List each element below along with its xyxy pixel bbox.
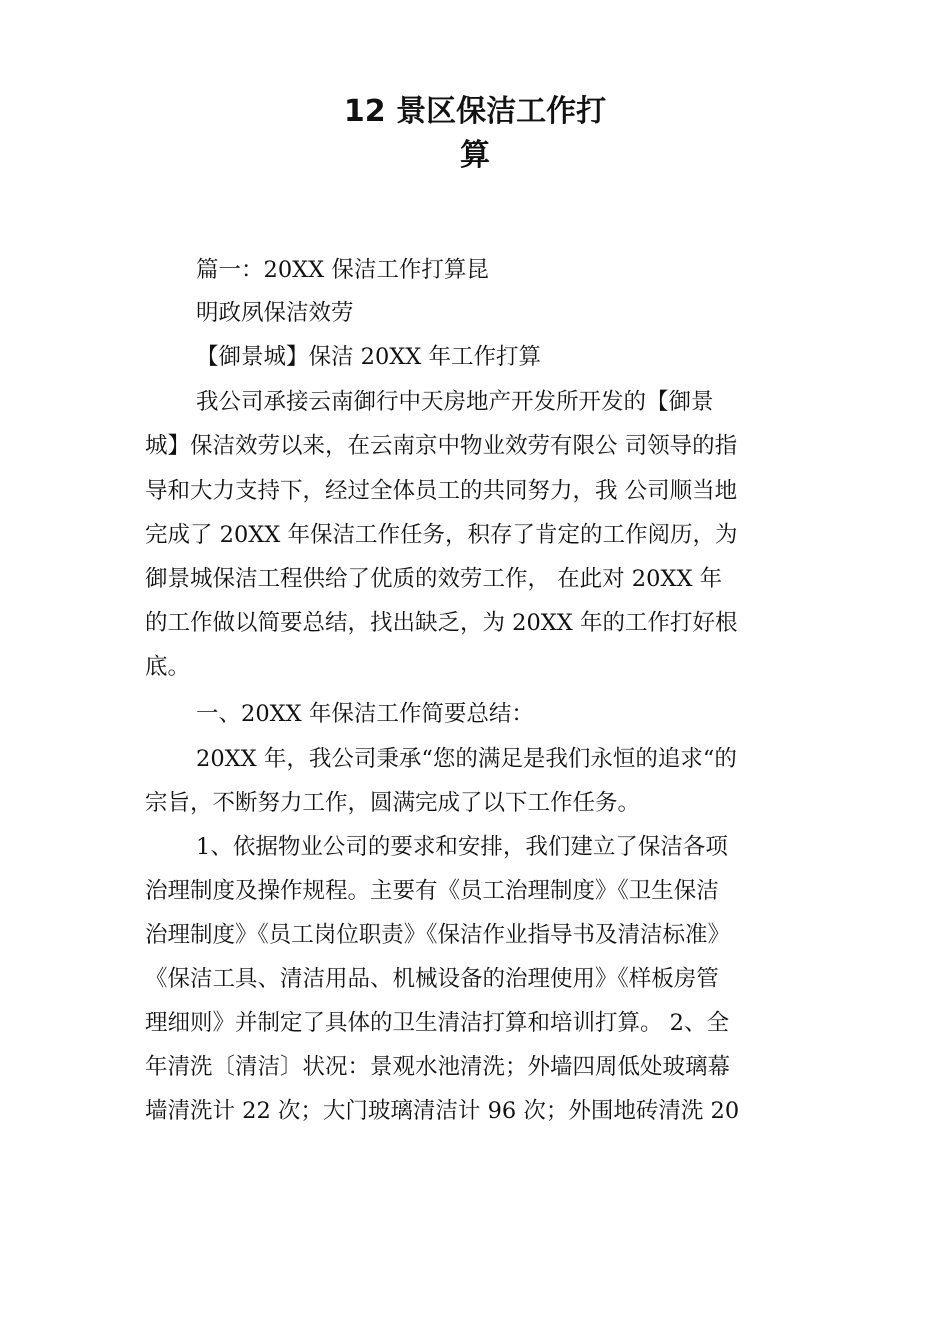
- body-line-10: 底。: [145, 654, 191, 680]
- body-line-20: 墙清洗计 22 次；大门玻璃清洁计 96 次；外围地砖清洗 20: [145, 1098, 740, 1124]
- document-title-line-1: 12 景区保洁工作打: [343, 94, 607, 129]
- body-line-3: 【御景城】保洁 20XX 年工作打算: [196, 344, 541, 370]
- body-line-19: 年清洗〔清洁〕状况：景观水池清洗；外墙四周低处玻璃幕: [145, 1054, 731, 1080]
- body-line-17: 《保洁工具、清洁用品、机械设备的治理使用》《样板房管: [145, 966, 719, 992]
- body-line-8: 御景城保洁工程供给了优质的效劳工作， 在此对 20XX 年: [145, 566, 723, 592]
- body-line-12: 20XX 年，我公司秉承“您的满足是我们永恒的追求“的: [196, 746, 737, 772]
- body-line-4: 我公司承接云南御行中天房地产开发所开发的【御景: [196, 389, 714, 415]
- document-title-line-2: 算: [460, 138, 490, 173]
- body-line-6: 导和大力支持下，经过全体员工的共同努力，我 公司顺当地: [145, 478, 738, 504]
- body-line-18: 理细则》并制定了具体的卫生清洁打算和培训打算。 2、全: [145, 1010, 729, 1036]
- body-line-9: 的工作做以简要总结，找出缺乏，为 20XX 年的工作打好根: [145, 610, 738, 636]
- body-line-15: 治理制度及操作规程。主要有《员工治理制度》《卫生保洁: [145, 878, 719, 904]
- body-line-1: 篇一：20XX 保洁工作打算昆: [196, 257, 489, 283]
- body-line-13: 宗旨，不断努力工作，圆满完成了以下工作任务。: [145, 790, 641, 816]
- body-line-16: 治理制度》《员工岗位职责》《保洁作业指导书及清洁标准》: [145, 922, 731, 948]
- body-line-2: 明政夙保洁效劳: [196, 300, 354, 326]
- section-heading: 一、20XX 年保洁工作简要总结：: [196, 701, 534, 727]
- body-line-7: 完成了 20XX 年保洁工作任务，积存了肯定的工作阅历，为: [145, 522, 738, 548]
- body-line-5: 城】保洁效劳以来，在云南京中物业效劳有限公 司领导的指: [145, 433, 738, 459]
- body-line-14: 1、依据物业公司的要求和安排，我们建立了保洁各项: [196, 834, 728, 860]
